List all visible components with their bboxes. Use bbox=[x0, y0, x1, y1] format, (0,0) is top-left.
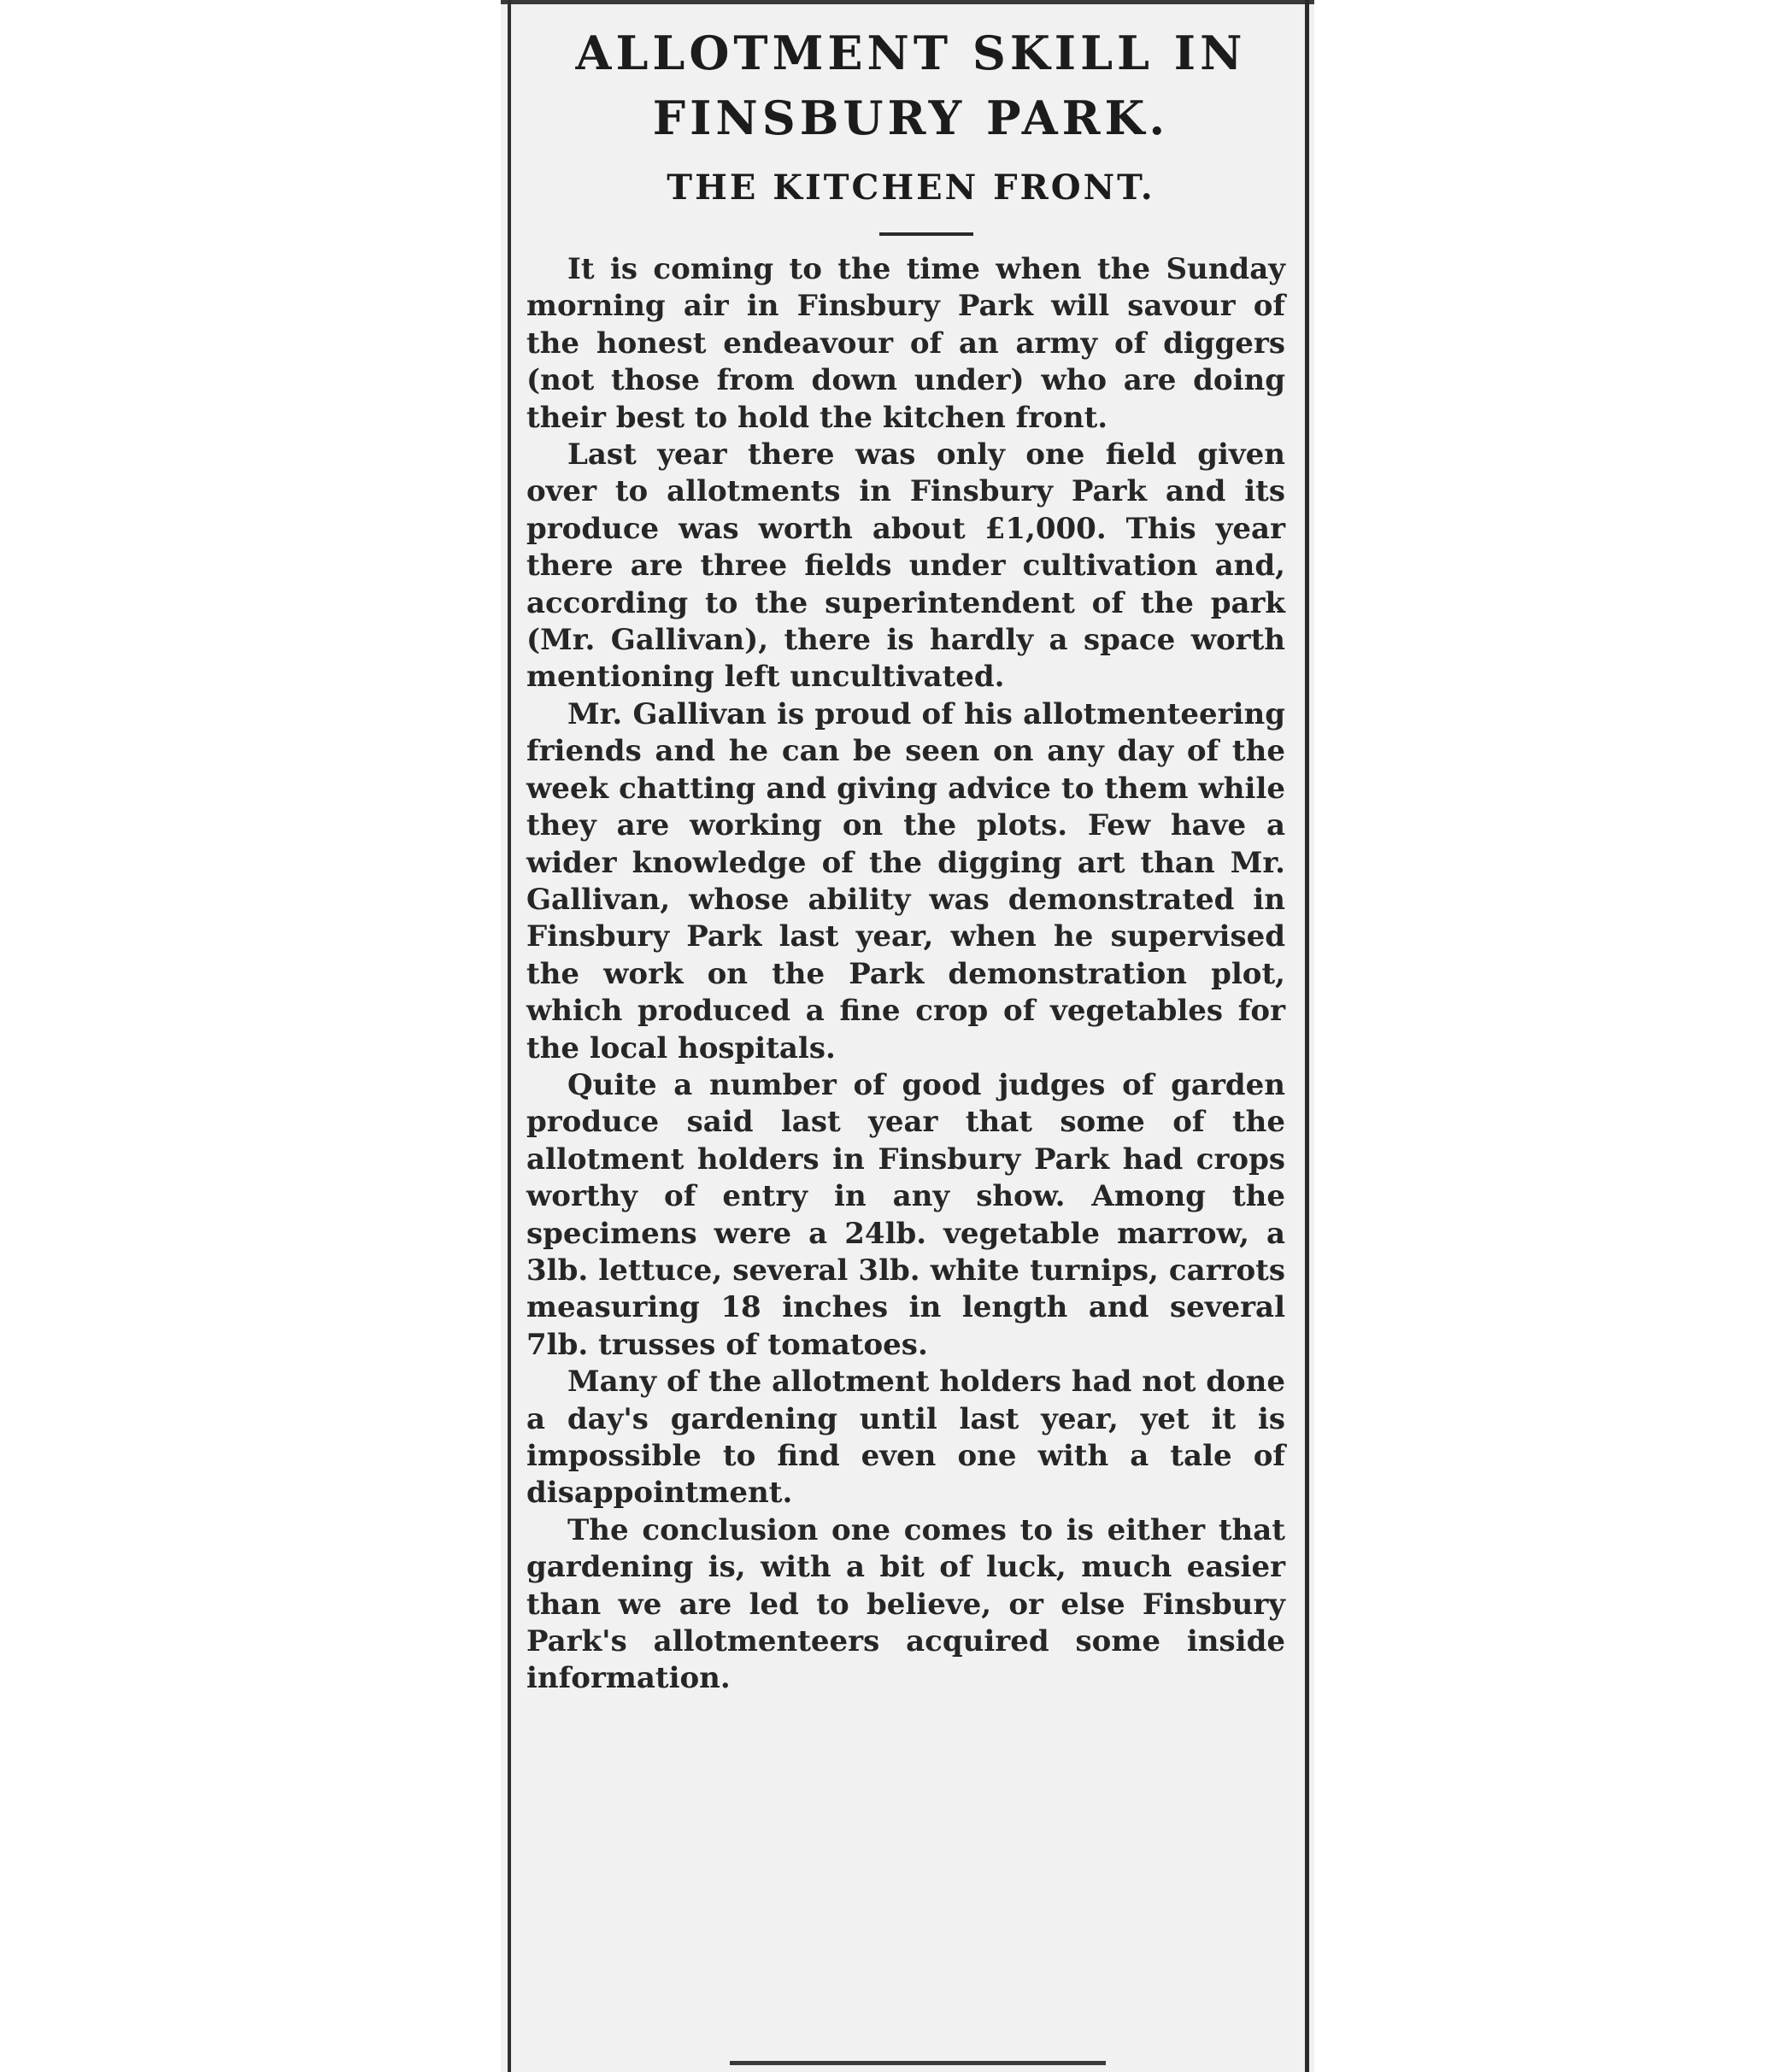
headline-line-2: FINSBURY PARK. bbox=[652, 91, 1170, 145]
article-paragraph: The conclusion one comes to is either that gardening is, with a bit of luck, much easier than we are led to believe, or else Finsbury Park's allotmenteers acquired some inside information. bbox=[526, 1512, 1285, 1696]
top-column-rule bbox=[501, 0, 1314, 4]
article-body bbox=[526, 251, 1285, 1698]
article-paragraph: Mr. Gallivan is proud of his allotmenteering friends and he can be seen on any day of the week chatting and giving advice to them while they are working on the plots. Few have a wider knowledge of the digging art than Mr. Gallivan, whose ability was demonstrated in Finsbury Park last year, when he supervised the work on the Park demonstration plot, which produced a fine crop of vegetables for the local hospitals. bbox=[526, 696, 1285, 1065]
article-paragraph: Many of the allotment holders had not done a day's gardening until last year, yet it is impossible to find even one with a tale of disappointment. bbox=[526, 1365, 1285, 1511]
bottom-divider bbox=[730, 2061, 1106, 2065]
headline-divider bbox=[879, 232, 973, 236]
newspaper-clipping bbox=[501, 0, 1314, 2072]
article-paragraph: Last year there was only one field given over to allotments in Finsbury Park and its produce was worth about £1,000. This year there are three fields under cultivation and, according to the superintendent of the park (Mr. Gallivan), there is hardly a space worth mentioning left uncultivated. bbox=[526, 437, 1285, 695]
article-paragraph: Quite a number of good judges of garden produce said last year that some of the allotment holders in Finsbury Park had crops worthy of entry in any show. Among the specimens were a 24lb. vegetable marrow, a 3lb. lettuce, several 3lb. white turnips, carrots measuring 18 inches in length and several 7lb. trusses of tomatoes. bbox=[526, 1067, 1285, 1362]
left-column-rule bbox=[508, 0, 511, 2072]
article-paragraph: It is coming to the time when the Sunday morning air in Finsbury Park will savour of the honest endeavour of an army of diggers (not those from down under) who are doing their best to hold the kitchen front. bbox=[526, 252, 1285, 435]
right-column-rule bbox=[1305, 0, 1309, 2072]
headline-line-1: ALLOTMENT SKILL IN bbox=[575, 26, 1247, 80]
subheadline: THE KITCHEN FRONT. bbox=[667, 167, 1155, 208]
